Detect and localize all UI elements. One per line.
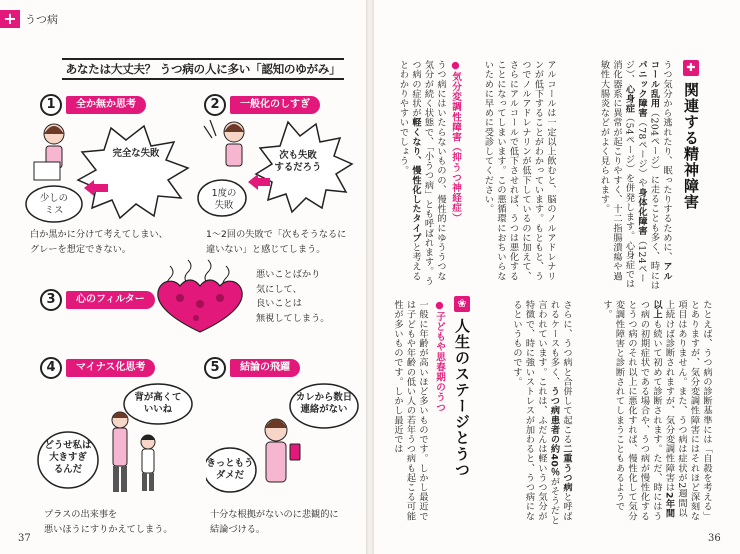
item-3-caption: 悪いことばかり 気にして、 良いことは 無視してしまう。 <box>256 269 330 324</box>
section-2-heading: 人生のステージとうつ <box>453 318 471 478</box>
subsection-1-text: うつ病にはいたらないものの、慢性的にゆううつな気分が続く状態で、「小うつ病」とも呼ばれます。うつ病の症状が軽くなり、慢性化したタイプと考えるとわかりやすいでしょう。 <box>397 60 446 286</box>
bubble-its-over: きっともう ダメだ <box>206 458 254 481</box>
section-1-heading: 関連する精神障害 <box>682 82 700 210</box>
bubble-small-mistake: 少しの ミス <box>39 193 69 216</box>
item-label: 結論の飛躍 <box>230 359 300 377</box>
distortion-1-heading <box>40 94 146 116</box>
bubble-complete-failure: 完全な失敗 <box>112 148 160 159</box>
item-label: マイナス化思考 <box>66 359 155 377</box>
bubble-one-failure: 1度の 失敗 <box>211 188 237 211</box>
book-spine <box>366 0 374 554</box>
distortion-4-heading <box>40 357 155 379</box>
distortion-5-heading <box>204 357 300 379</box>
distortion-3-heading <box>40 289 155 311</box>
section-icon: ✚ <box>683 60 699 76</box>
banner-title: あなたは大丈夫？ うつ病の人に多い「認知のゆがみ」 <box>62 58 344 80</box>
bubble-fail-again: 次も失敗 するだろう <box>274 150 322 173</box>
item-label: 全か無か思考 <box>66 96 146 114</box>
section-1-text-d: さらに、うつ病と合併して起こる二重うつ病と呼ばれるケースも多く、うつ病患者の約40％がそうだと言われています。これは、ふだんは軽いうつ気分が特徴で、時に強いストレスが加わると、うつ病になるというものです。 <box>511 300 572 525</box>
page-number-left: 37 <box>18 533 31 544</box>
page-number-right: 36 <box>708 533 721 544</box>
item-number: 4 <box>40 357 62 379</box>
item-label: 心のフィルター <box>66 291 155 309</box>
subsection-2-text: 一般に年齢が高いほど多いものです。しかし最近では子どもや年齢の低い人の若年うつ病も起こる可能性が多いものです。しかし最近では <box>392 300 428 521</box>
item-label: 一般化のしすぎ <box>230 96 320 114</box>
item-5-caption: 十分な根拠がないのに悲観的に 結論づける。 <box>210 509 339 535</box>
item-number: 3 <box>40 289 62 311</box>
section-1-text-b: アルコールは一定以上飲むと、脳のノルアドレナリンが低下することがわかっています。もともと、うつでノルアドレナリンが低下しているのに加えて、さらにアルコールで低下させれば、うつは悪化することになってしまいます。この悪循環におちいらないために早めに受診してください。 <box>482 60 556 281</box>
item-2-caption: 1～2回の失敗で「次もそうなるに 違いない」と感じてしまう。 <box>206 229 347 255</box>
section-header <box>0 10 58 28</box>
plus-icon: + <box>0 10 20 28</box>
item-4-caption: プラスの出来事を 悪いほうにすりかえてしまう。 <box>44 509 173 535</box>
section-title: うつ病 <box>25 13 58 26</box>
item-number: 2 <box>204 94 226 116</box>
bubble-no-contact: カレから数日 連絡がない <box>295 392 353 415</box>
mental-filter-heart-illustration <box>150 256 250 336</box>
item-number: 5 <box>204 357 226 379</box>
bubble-too-big: どうせ私は 大きすぎ るんだ <box>44 440 92 475</box>
section-1-text-a: うつ気分から逃れたり、眠ったりするために、アルコール乱用（204ページ）に走ることも多く、時にはパニック障害（78ページ）や身体化障害（124ページ）、心身症（54ページ）を併発します。心身症では消化器系に異常が起こりやすく、十二指腸潰瘍や過敏性大腸炎などがよく見られます。 <box>598 60 672 290</box>
section-1-text-c: たとえば、うつ病の診断基準には「自殺を考える」とありますが、気分変調性障害にはそれほど深刻な項目はありません。また、うつ病は症状が2週間以上続けば診断されますが、気分変調性障害は2年間以上も続いて初めて診断されます。ただ、時にはうつ病の初期症状である場合や、うつ病が慢性化するとうつ病のそれ以上に悪化すれば、慢性化して気分変調性障害と診断されてしまうこともあるようです。 <box>601 300 712 521</box>
bubble-tall-compliment: 背が高くて いいね <box>134 392 182 415</box>
section-icon: ❀ <box>454 296 470 312</box>
subsection-1-heading: ●気分変調性障害（抑うつ神経症） <box>450 60 461 223</box>
item-number: 1 <box>40 94 62 116</box>
subsection-2-heading: ●子どもや思春期のうつ <box>434 300 445 413</box>
item-1-caption: 白か黒かに分けて考えてしまい、 グレーを想定できない。 <box>30 229 168 255</box>
distortion-2-heading <box>204 94 320 116</box>
